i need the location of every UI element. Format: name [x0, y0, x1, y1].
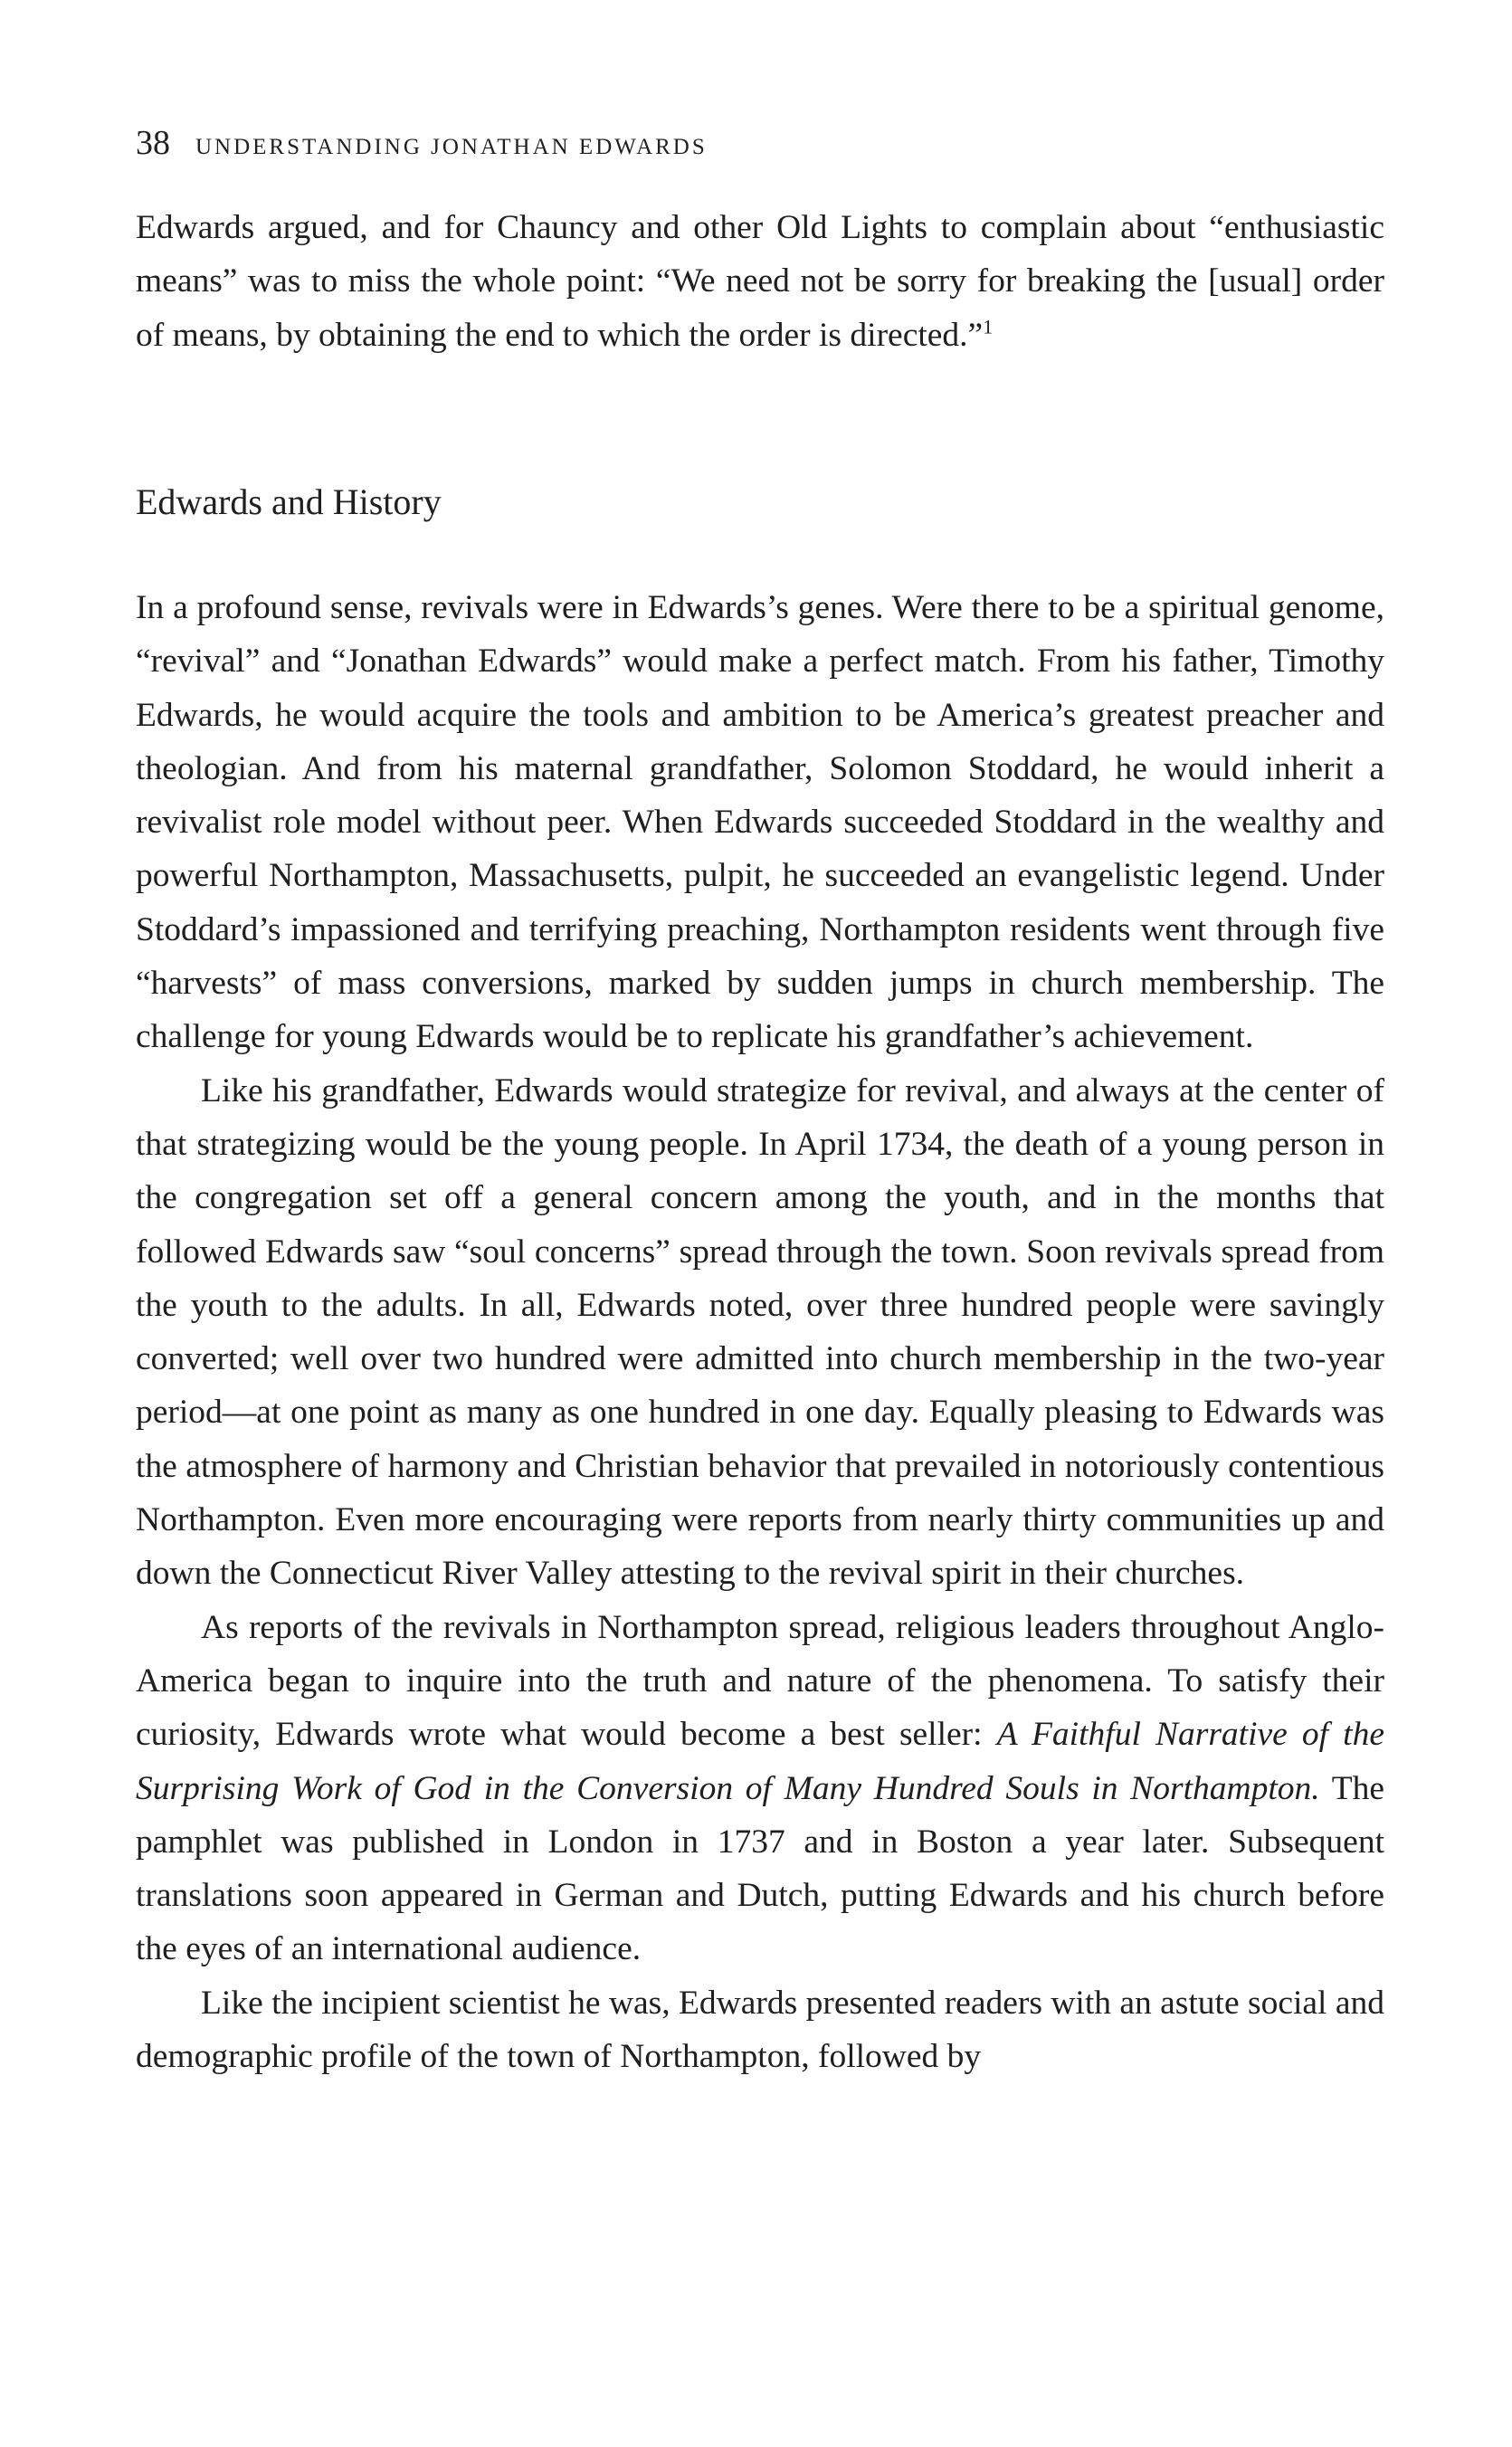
paragraph-4: Like the incipient scientist he was, Edwards presented readers with an astute social and demographic profile of the town of Northampton, followed by	[136, 1984, 1384, 2076]
running-head	[136, 125, 708, 166]
opening-paragraph-block	[136, 201, 1384, 362]
main-text-block	[136, 581, 1384, 2083]
footnote-marker[interactable]: 1	[983, 315, 994, 338]
book-page	[136, 0, 1384, 2447]
paragraph-1: In a profound sense, revivals were in Edwards’s genes. Were there to be a spiritual genome, “revival” and “Jonathan Edwards” would make a perfect match. From his father, Timothy Edwards, he would acquire the tools and ambition to be America’s greatest preacher and theologian. And from his maternal grandfather, Solomon Stoddard, he would inherit a revivalist role model without peer. When Edwards succeeded Stoddard in the wealthy and powerful Northampton, Massachusetts, pulpit, he succeeded an evangelistic legend. Under Stoddard’s impassioned and terrifying preaching, Northampton residents went through five “harvests” of mass conversions, marked by sudden jumps in church membership. The challenge for young Edwards would be to replicate his grandfather’s achievement.	[136, 589, 1384, 1056]
paragraph-2: Like his grandfather, Edwards would strategize for revival, and always at the center of that strategizing would be the young people. In April 1734, the death of a young person in the congregation set off a general concern among the youth, and in the months that followed Edwards saw “soul concerns” spread through the town. Soon revivals spread from the youth to the adults. In all, Edwards noted, over three hundred people were savingly converted; well over two hundred were admitted into church membership in the two-year period—at one point as many as one hundred in one day. Equally pleasing to Edwards was the atmosphere of harmony and Christian behavior that prevailed in notoriously contentious Northampton. Even more encouraging were reports from nearly thirty communities up and down the Connecticut River Valley attesting to the revival spirit in their churches.	[136, 1071, 1384, 1593]
pamphlet-title: A Faithful Narrative of the Surprising Work of God in the Conversion of Many Hundred Souls in Northampton.	[136, 1716, 1384, 1807]
book-title: UNDERSTANDING JONATHAN EDWARDS	[195, 135, 708, 159]
paragraph-3-text-before-title: As reports of the revivals in Northampton spread, religious leaders throughout Anglo-America began to inquire into the truth and nature of the phenomena. To satisfy their curiosity, Edwards wrote what would become a best seller:	[136, 1608, 1384, 1754]
page-number: 38	[136, 124, 170, 162]
paragraph-3	[136, 1601, 1384, 1976]
section-heading: Edwards and History	[136, 481, 442, 522]
opening-paragraph-text: Edwards argued, and for Chauncy and other Old Lights to complain about “enthusiastic means” was to miss the whole point: “We need not be sorry for breaking the [usual] order of means, by obtaining the end to which the order is directed.”	[136, 209, 1384, 354]
opening-paragraph	[136, 201, 1384, 362]
paragraph-3-text-after-title: The pamphlet was published in London in 1737 and in Boston a year later. Subsequent translations soon appeared in German and Dutch, putting Edwards and his church before the eyes of an international audience.	[136, 1769, 1384, 1968]
